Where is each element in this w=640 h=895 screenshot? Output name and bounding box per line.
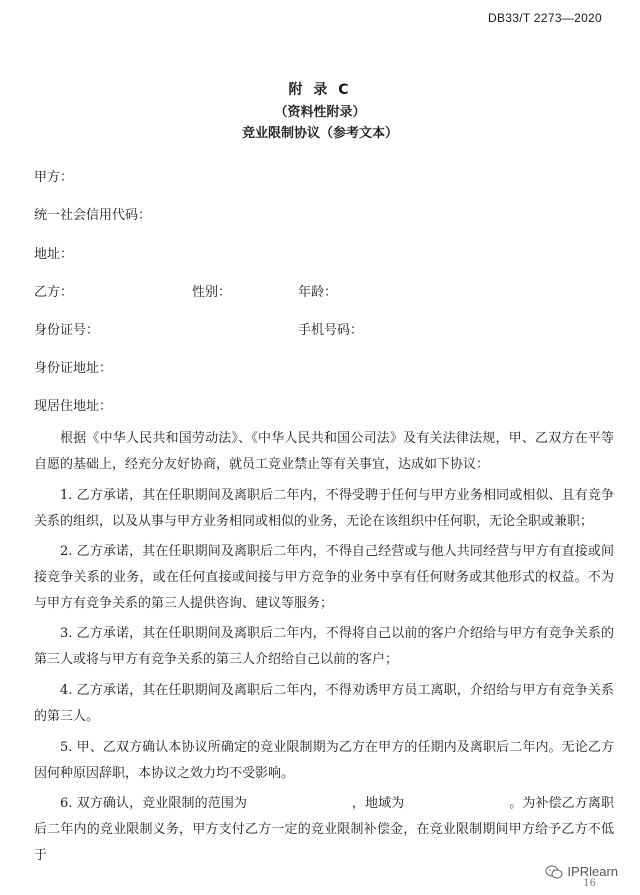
appendix-title: 附 录 C <box>288 82 352 98</box>
clause-2: 2. 乙方承诺，其在任职期间及离职后二年内，不得自己经营或与他人共同经营与甲方有直接或间接竞争关系的业务，或在任何直接或间接与甲方竞争的业务中享有任何财务或其他形式的权益。不为与甲方有竞争关系的第三人提供咨询、建议等服务； <box>34 544 614 611</box>
document-code: DB33/T 2273—2020 <box>488 11 602 25</box>
intro-paragraph: 根据《中华人民共和国劳动法》、《中华人民共和国公司法》及有关法律法规，甲、乙双方在平等自愿的基础上，经充分友好协商，就员工竞业禁止等有关事宜，达成如下协议： <box>34 431 614 472</box>
agreement-title: 竞业限制协议（参考文本） <box>241 126 398 141</box>
current-address-label: 现居住地址： <box>34 399 113 414</box>
watermark-text: IPRlearn <box>567 864 618 879</box>
wechat-icon <box>545 865 563 879</box>
id-number-label: 身份证号： <box>34 323 100 338</box>
clause-3: 3. 乙方承诺，其在任职期间及离职后二年内，不得将自己以前的客户介绍给与甲方有竞争关系的第三人或将与甲方有竞争关系的第三人介绍给自己以前的客户； <box>34 626 614 667</box>
clause-6: 6. 双方确认，竞业限制的范围为 ，地域为 。为补偿乙方离职后二年内的竞业限制义务，甲方支付乙方一定的竞业限制补偿金，在竞业限制期间甲方给予乙方不低于 <box>34 796 614 863</box>
clause-4: 4. 乙方承诺，其在任职期间及离职后二年内，不得劝诱甲方员工离职，介绍给与甲方有竞争关系的第三人。 <box>34 683 614 724</box>
watermark <box>545 864 618 879</box>
party-b-label: 乙方： <box>34 285 74 300</box>
phone-label: 手机号码： <box>298 323 364 338</box>
page-number: 16 <box>583 878 596 889</box>
credit-code-label: 统一社会信用代码： <box>34 208 152 223</box>
id-address-label: 身份证地址： <box>34 361 113 376</box>
appendix-subtitle: （资料性附录） <box>274 105 366 120</box>
clause-1: 1. 乙方承诺，其在任职期间及离职后二年内，不得受聘于任何与甲方业务相同或相似、且有竞争关系的组织，以及从事与甲方业务相同或相似的业务，无论在该组织中任何职，无论全职或兼职； <box>34 488 614 529</box>
age-label: 年龄： <box>298 285 338 300</box>
party-a-label: 甲方： <box>34 170 74 185</box>
gender-label: 性别： <box>192 285 232 300</box>
address-label: 地址： <box>34 247 74 262</box>
clause-5: 5. 甲、乙双方确认本协议所确定的竞业限制期为乙方在甲方的任期内及离职后二年内。无论乙方因何种原因辞职，本协议之效力均不受影响。 <box>34 740 614 781</box>
